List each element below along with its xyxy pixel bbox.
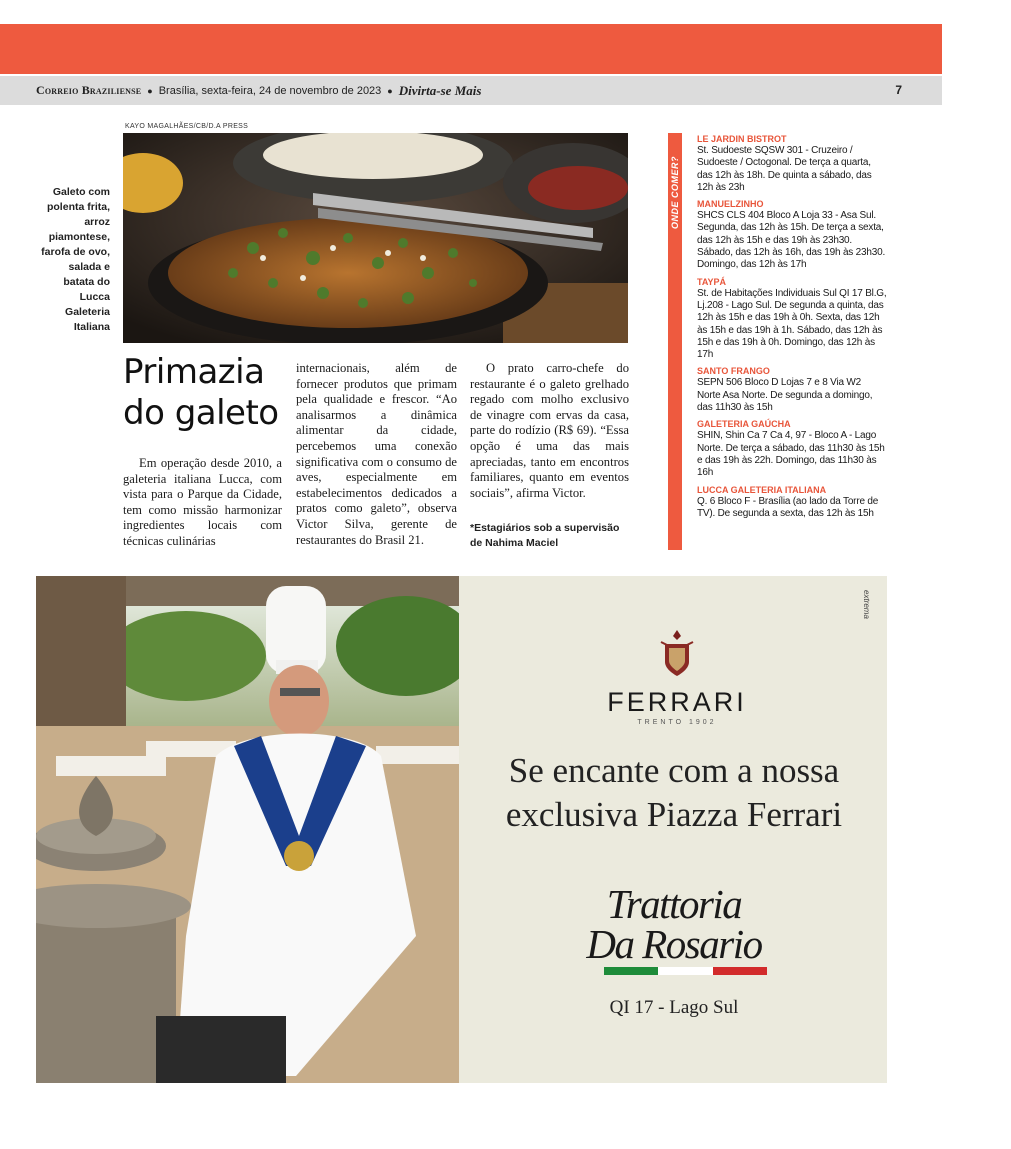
agency-signature: extrema	[862, 590, 871, 619]
list-item	[697, 133, 887, 194]
restaurant-name: SANTO FRANGO	[697, 366, 770, 377]
flag-green	[604, 967, 658, 975]
newspaper-name: Correio Braziliense	[36, 83, 142, 97]
ferrari-logo	[577, 628, 777, 726]
article-column-1	[123, 456, 282, 550]
advertisement	[36, 576, 887, 1083]
brand-name: FERRARI	[607, 687, 747, 717]
sidebar-label: ONDE COMER?	[670, 156, 680, 229]
page-number: 7	[895, 83, 902, 97]
ad-slogan	[479, 749, 869, 837]
brand-subtitle: TRENTO 1902	[637, 719, 717, 726]
top-color-band	[0, 24, 942, 74]
section-name: Divirta-se Mais	[398, 82, 482, 98]
restaurant-name: MANUELZINHO	[697, 199, 764, 210]
slogan-line-1: Se encante com a nossa	[508, 751, 840, 790]
restaurant-info: St. Sudoeste SQSW 301 - Cruzeiro / Sudoeste / Octogonal. De terça a quarta, das 12h às 18h. De quinta a sábado, das 12h às 23h	[697, 145, 872, 193]
restaurant-info: St. de Habitações Individuais Sul QI 17 Bl.G, Lj.208 - Lago Sul. De segunda a quinta, das 12h às 15h e das 19h à 0h. Sexta, das 12h às 15h e das 19h à 1h. Sábado, das 12h às 15h e das 19h à 0h. Domingo, das 12h às 17h	[697, 287, 887, 361]
list-item	[697, 276, 887, 362]
restaurant-logo	[539, 881, 809, 967]
list-item	[697, 484, 887, 521]
restaurant-name: LUCCA GALETERIA ITALIANA	[697, 484, 827, 495]
restaurant-info: Q. 6 Bloco F - Brasília (ao lado da Torre de TV). De segunda a sexta, das 12h às 15h	[697, 495, 879, 519]
chef-photo	[36, 576, 459, 1083]
flag-white	[658, 967, 712, 975]
headline-line-2: do galeto	[123, 393, 279, 433]
italian-flag-bar	[604, 967, 767, 975]
list-item	[697, 365, 887, 414]
sidebar-label-strip	[668, 133, 682, 550]
paragraph: Em operação desde 2010, a galeteria italiana Lucca, com vista para o Parque da Cidade, tem como missão harmonizar ingredientes locais com técnicas culinárias	[123, 456, 282, 548]
bullet-icon: ●	[387, 85, 393, 96]
restaurant-listing	[697, 133, 887, 524]
restaurant-location: QI 17 - Lago Sul	[609, 997, 739, 1018]
slogan-line-2: exclusiva Piazza Ferrari	[505, 795, 843, 834]
restaurant-name: LE JARDIN BISTROT	[697, 134, 787, 144]
headline-line-1: Primazia	[123, 352, 265, 392]
flag-red	[713, 967, 767, 975]
photo-credit: KAYO MAGALHÃES/CB/D.A PRESS	[125, 123, 249, 130]
list-item	[697, 418, 887, 479]
paragraph: internacionais, além de fornecer produtos que primam pela qualidade e frescor. “Ao analisarmos a dinâmica alimentar da cidade, percebemos uma conexão significativa com o consumo de aves, especialmente em estabelecimentos dedicados a pratos como galeto”, observa Victor Silva, gerente de restaurantes do Brasil 21.	[296, 361, 457, 547]
restaurant-name: GALETERIA GAÚCHA	[697, 419, 791, 430]
article-column-2	[296, 361, 457, 548]
ferrari-crest-icon	[659, 628, 695, 678]
paragraph: O prato carro-chefe do restaurante é o galeto grelhado regado com molho exclusivo de vinagre com ervas da casa, parte do rodízio (R$ 69). “Essa opção é uma das mais apreciadas, tanto em encontros familiares, quanto em eventos sociais”, afirma Victor.	[470, 361, 629, 500]
restaurant-name: TAYPÁ	[697, 276, 727, 287]
restaurant-info: SHCS CLS 404 Bloco A Loja 33 - Asa Sul. Segunda, das 12h às 15h. De terça a sexta, das 12h às 15h e das 19h às 23h30. Sábado, das 12h às 16h, das 19h às 23h30. Domingo, das 12h às 17h	[697, 210, 886, 271]
bullet-icon: ●	[147, 85, 153, 96]
article-footnote: *Estagiários sob a supervisão de Nahima Maciel	[470, 522, 620, 549]
galeto-photo	[123, 133, 628, 343]
photo-caption: Galeto com polenta frita, arroz piamontese, farofa de ovo, salada e batata do Lucca Galeteria Italiana	[41, 186, 110, 333]
article-column-3	[470, 361, 629, 501]
restaurant-info: SEPN 506 Bloco D Lojas 7 e 8 Via W2 Norte Asa Norte. De segunda a domingo, das 11h30 às 15h	[697, 377, 873, 414]
restaurant-info: SHIN, Shin Ca 7 Ca 4, 97 - Bloco A - Lago Norte. De terça a sábado, das 11h30 às 15h e das 19h às 22h. Domingo, das 11h30 às 16h	[697, 430, 885, 479]
page-header	[0, 76, 942, 105]
restaurant-logo-line-1: Trattoria	[606, 881, 742, 927]
restaurant-logo-line-2: Da Rosario	[586, 921, 762, 967]
ad-text-panel	[459, 576, 887, 1083]
article-headline	[123, 352, 293, 434]
header-date: Brasília, sexta-feira, 24 de novembro de 2023	[158, 84, 382, 97]
list-item	[697, 198, 887, 271]
